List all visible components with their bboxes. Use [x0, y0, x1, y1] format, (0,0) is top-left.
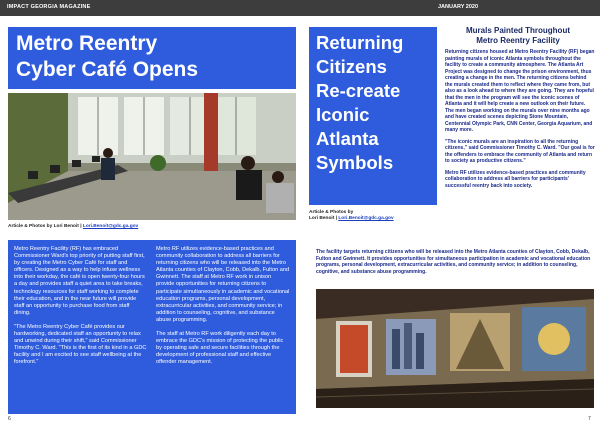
right-subheading: [443, 26, 593, 46]
right-body-column: [445, 49, 595, 194]
right-caption-line1: Article & Photos by: [309, 210, 354, 215]
magazine-name: IMPACT GEORGIA MAGAZINE: [7, 4, 91, 10]
right-title-line: Returning: [316, 32, 404, 53]
issue-date: JANUARY 2020: [438, 4, 479, 10]
right-title-line: Iconic: [316, 104, 370, 125]
mural-hallway-photo: [316, 289, 594, 408]
left-col1-para: "The Metro Reentry Cyber Café provides our hardworking, dedicated staff an opportunity to relax and unwind during their shift," said Commissioner Timothy C. Ward. "This is the first of its kind in a GDC facility and I am excited to see staff wellbeing at the forefront.": [14, 323, 147, 366]
cyber-cafe-photo: [8, 93, 296, 220]
right-photo-caption: [309, 210, 394, 222]
right-full-width-paragraph: The facility targets returning citizens who will be released into the Metro Atlanta counties of Clayton, Cobb, Dekalb, Fulton and Gwinnett. It provides opportunities for simultaneous participation in academic and vocational education programs, personal development, extracurricular activities, and community service; in addition to counseling, cognitive, and substance abuse programming.: [316, 249, 591, 275]
left-col2-para: Metro RF utilizes evidence-based practices and community collaboration to address all barriers for returning citizens who will be released into the Metro Atlanta counties of Clayton, Cobb, Dekalb, Fulton and Gwinnett. The staff at Metro RF work in unison provide opportunities for returning citizens to participate simultaneously in academic and vocational education programs, personal development, extracurricular activities, and community service; in addition to counseling, cognitive, and substance abuse programming.: [156, 246, 290, 323]
left-photo-caption: [8, 224, 138, 229]
right-title-box: [309, 27, 437, 205]
left-col1-para: Metro Reentry Facility (RF) has embraced Commissioner Ward's top priority of putting staff first, by creating the Metro Cyber Café for staff and officers. Designed as a way to help infuse wellness into their workday, the café is open twenty-four hours a day and provides staff a quiet area to take breaks, technology resources for staff working to complete their education, and in the near future will provide staff an opportunity to purchase food from staff dining.: [14, 246, 145, 316]
left-caption-email-link[interactable]: Lori.Benoit@gdc.ga.gov: [82, 224, 139, 229]
left-caption-prefix: Article & Photos by Lori Benoit |: [8, 224, 83, 229]
right-caption-prefix: Lori Benoit |: [309, 216, 339, 221]
left-col2-para: The staff at Metro RF work diligently each day to embrace the GDC's mission of protecting the public by operating safe and secure facilities through the development of professional staff and effective offender management.: [156, 331, 284, 366]
right-page-number: 7: [588, 416, 591, 422]
right-caption-email-link[interactable]: Lori.Benoit@gdc.ga.gov: [338, 216, 394, 221]
right-title-line: Re-create: [316, 80, 401, 101]
left-title-line2: Cyber Café Opens: [16, 58, 199, 81]
magazine-header-bar: [0, 0, 600, 16]
left-body-panel: [8, 240, 296, 414]
right-body-para: "The iconic murals are an inspiration to all the returning citizens," said Commissioner Timothy C. Ward. "Our goal is for the offenders to embrace the community of Atlanta and return to society as productive citizens.": [445, 138, 595, 164]
right-title-line: Citizens: [316, 56, 387, 77]
right-body-para: Metro RF utilizes evidence-based practices and community collaboration to address all barriers for participants' successful reentry back into society.: [445, 169, 586, 189]
left-title-line1: Metro Reentry: [16, 32, 158, 55]
right-title-line: Symbols: [316, 152, 394, 173]
right-body-para: Returning citizens housed at Metro Reentry Facility (RF) began painting murals of iconic Atlanta symbols throughout the facility to create a community atmosphere. The Atlanta Art Project was designed to change the prison environment, thus creating a change in the men. The returning citizens behind the murals created them to reflect where they came from, but also as a look ahead to where they are going. They are hopeful that the men in the program will see the iconic scenes of Atlanta and it will help create a new outlook on their future. The men began working on the murals over nine months ago and have created scenes depicting Stone Mountain, Centennial Olympic Park, CNN Center, Georgia Aquarium, and many more.: [445, 49, 595, 133]
left-body-col1: [14, 246, 147, 374]
right-title-line: Atlanta: [316, 128, 379, 149]
left-body-col2: [156, 246, 290, 374]
right-subheading-line1: Murals Painted Throughout: [466, 26, 570, 35]
left-title-box: [8, 27, 296, 89]
right-subheading-line2: Metro Reentry Facility: [476, 36, 560, 45]
left-page-number: 6: [8, 416, 11, 422]
